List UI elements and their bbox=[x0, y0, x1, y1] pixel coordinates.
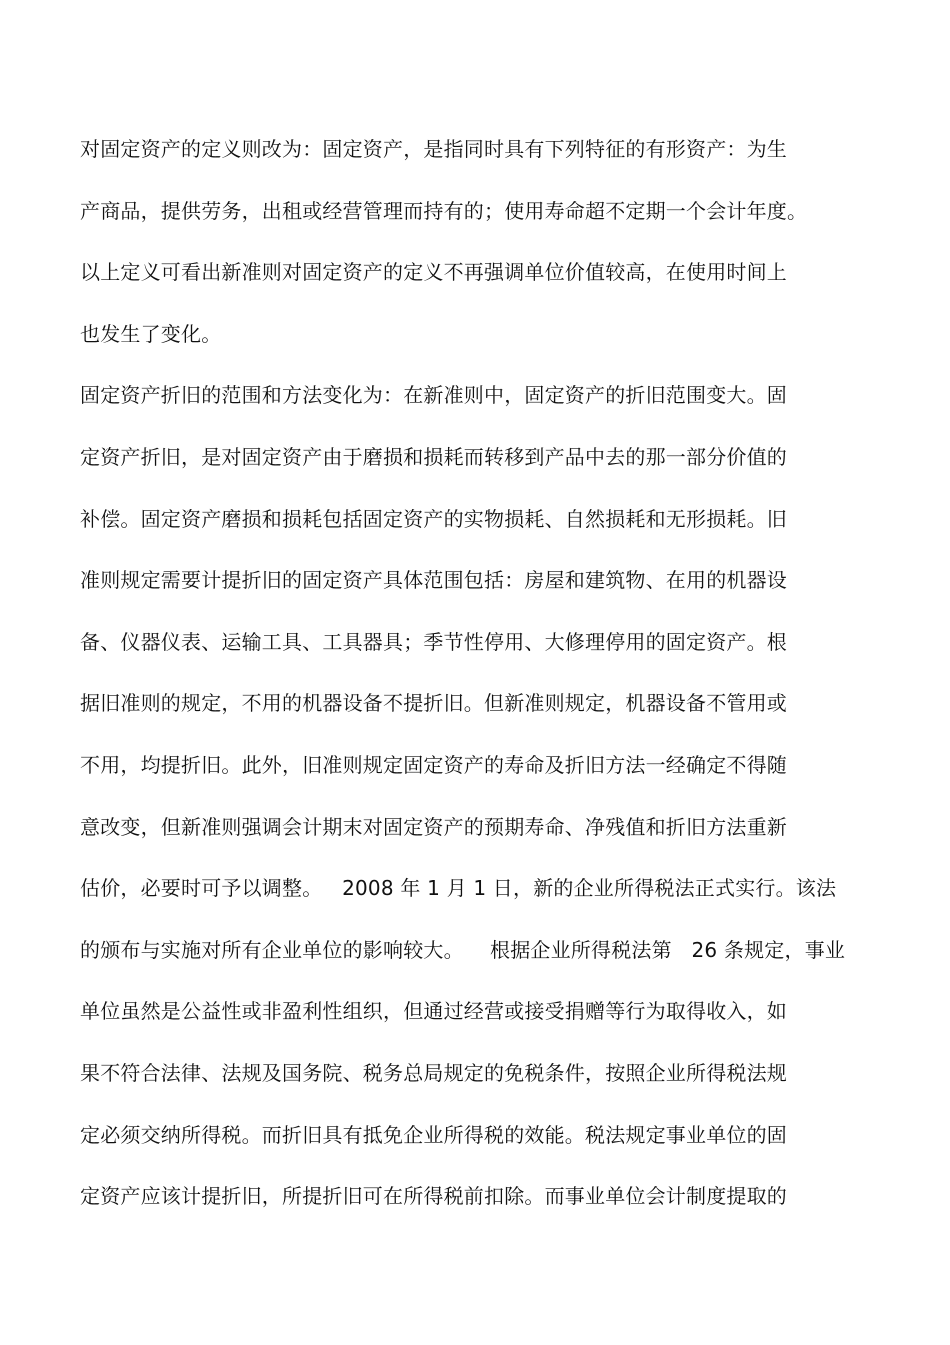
text-line: 单位虽然是公益性或非盈利性组织，但通过经营或接受捐赠等行为取得收入，如 bbox=[80, 999, 787, 1024]
text-line: 对固定资产的定义则改为：固定资产，是指同时具有下列特征的有形资产：为生 bbox=[80, 137, 787, 161]
body-text bbox=[80, 131, 940, 1240]
text-line: 定必须交纳所得税。而折旧具有抵免企业所得税的效能。税法规定事业单位的固 bbox=[80, 1122, 787, 1147]
text-line: 准则规定需要计提折旧的固定资产具体范围包括：房屋和建筑物、在用的机器设 bbox=[80, 568, 787, 593]
text-line: 果不符合法律、法规及国务院、税务总局规定的免税条件，按照企业所得税法规 bbox=[80, 1060, 787, 1085]
text-line: 也发生了变化。 bbox=[80, 321, 222, 346]
text-line: 估价，必要时可予以调整。 2008 年 1 月 1 日，新的企业所得税法正式实行。该法 bbox=[80, 876, 837, 901]
text-line: 据旧准则的规定，不用的机器设备不提折旧。但新准则规定，机器设备不管用或 bbox=[80, 691, 787, 716]
text-line: 备、仪器仪表、运输工具、工具器具；季节性停用、大修理停用的固定资产。根 bbox=[80, 629, 787, 654]
text-line: 定资产折旧，是对固定资产由于磨损和损耗而转移到产品中去的那一部分价值的 bbox=[80, 444, 787, 469]
text-line: 固定资产折旧的范围和方法变化为：在新准则中，固定资产的折旧范围变大。固 bbox=[80, 383, 787, 408]
text-line: 定资产应该计提折旧，所提折旧可在所得税前扣除。而事业单位会计制度提取的 bbox=[80, 1184, 787, 1209]
text-line: 产商品，提供劳务，出租或经营管理而持有的；使用寿命超不定期一个会计年度。 bbox=[80, 198, 808, 223]
text-line: 以上定义可看出新准则对固定资产的定义不再强调单位价值较高，在使用时间上 bbox=[80, 260, 787, 285]
text-line: 补偿。固定资产磨损和损耗包括固定资产的实物损耗、自然损耗和无形损耗。旧 bbox=[80, 506, 787, 531]
text-line: 不用，均提折旧。此外，旧准则规定固定资产的寿命及折旧方法一经确定不得随 bbox=[80, 752, 787, 777]
text-line: 意改变，但新准则强调会计期末对固定资产的预期寿命、净残值和折旧方法重新 bbox=[80, 814, 787, 839]
text-line: 的颁布与实施对所有企业单位的影响较大。 根据企业所得税法第 26 条规定，事业 bbox=[80, 937, 846, 962]
